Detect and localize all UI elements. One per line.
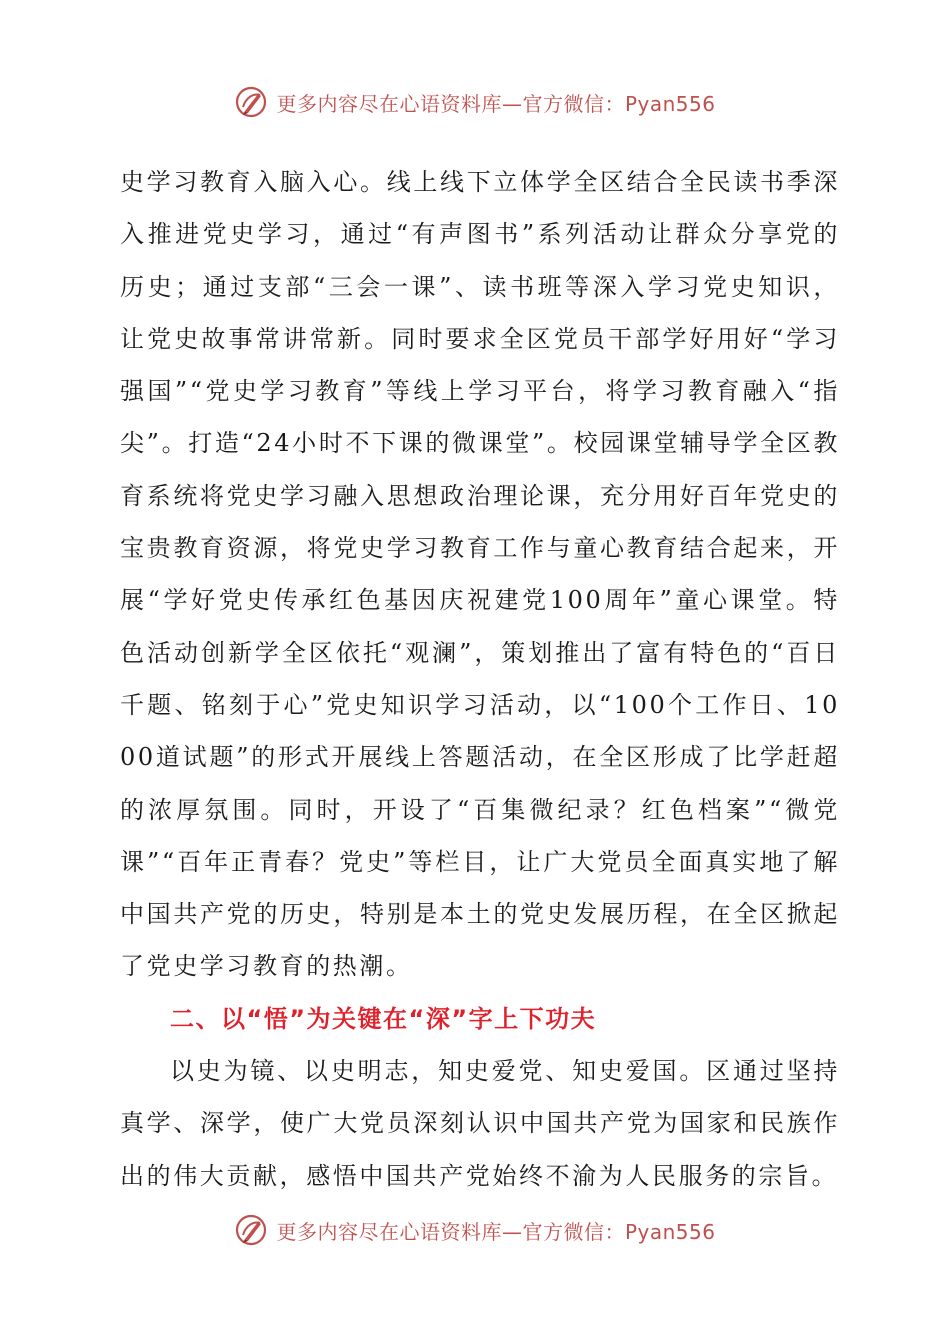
body-paragraph: 史学习教育入脑入心。线上线下立体学全区结合全民读书季深入推进党史学习，通过“有声图书”系列活动让群众分享党的历史；通过支部“三会一课”、读书班等深入学习党史知识，让党史故事常讲常新。同时要求全区党员干部学好用好“学习强国”“党史学习教育”等线上学习平台，将学习教育融入“指尖”。打造“24小时不下课的微课堂”。校园课堂辅导学全区教育系统将党史学习融入思想政治理论课，充分用好百年党史的宝贵教育资源，将党史学习教育工作与童心教育结合起来，开展“学好党史传承红色基因庆祝建党100周年”童心课堂。特色活动创新学全区依托“观澜”，策划推出了富有特色的“百日千题、铭刻于心”党史知识学习活动，以“100个工作日、1000道试题”的形式开展线上答题活动，在全区形成了比学赶超的浓厚氛围。同时，开设了“百集微纪录？红色档案”“微党课”“百年正青春？党史”等栏目，让广大党员全面真实地了解中国共产党的历史，特别是本土的党史发展历程，在全区掀起了党史学习教育的热潮。 (120, 168, 840, 981)
watermark-text: 更多内容尽在心语资料库—官方微信：Pyan556 (276, 91, 716, 116)
pen-swirl-logo-icon (234, 85, 268, 119)
footer-watermark (0, 1210, 950, 1250)
header-watermark (0, 82, 950, 122)
document-body (120, 156, 840, 1202)
pen-swirl-logo-icon (234, 1213, 268, 1247)
section-heading: 二、以“悟”为关键在“深”字上下功夫 (170, 1004, 597, 1033)
watermark-text: 更多内容尽在心语资料库—官方微信：Pyan556 (276, 1219, 716, 1244)
body-paragraph: 以史为镜、以史明志，知史爱党、知史爱国。区通过坚持真学、深学，使广大党员深刻认识中国共产党为国家和民族作出的伟大贡献，感悟中国共产党始终不渝为人民服务的宗旨。 (120, 1057, 840, 1190)
